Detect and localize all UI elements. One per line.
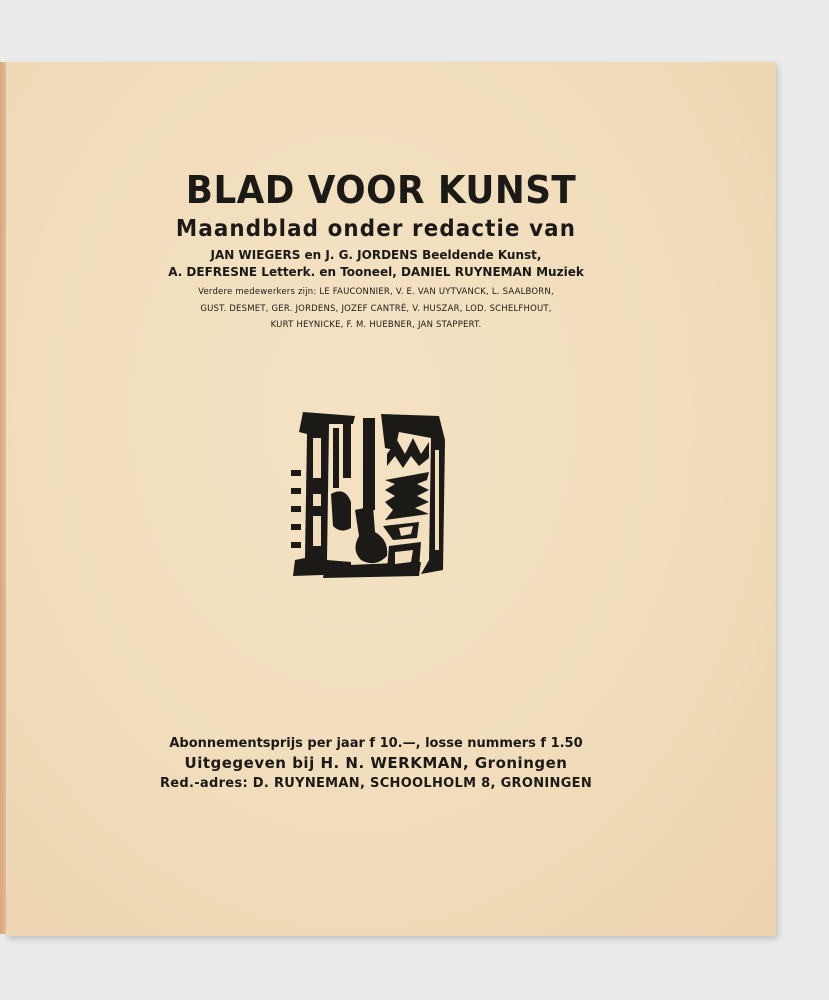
contributors-list [151,284,601,334]
contributors-line-1: Verdere medewerkers zijn: LE FAUCONNIER, V. E. VAN UYTVANCK, L. SAALBORN, [198,287,554,297]
editors-line-2 [116,265,636,279]
editor-name-1: A. DEFRESNE [168,265,258,279]
subscription-price: Abonnementsprijs per jaar f 10.—, losse nummers f 1.50 [169,736,583,751]
woodcut-illustration [289,410,449,580]
contributors-line-2: GUST. DESMET, GER. JORDENS, JOZEF CANTRÉ, V. HUSZAR, LOD. SCHELFHOUT, [200,303,552,314]
editor-name-2: DANIEL RUYNEMAN [400,265,532,279]
editorial-address: Red.-adres: D. RUYNEMAN, SCHOOLHOLM 8, GRONINGEN [159,776,593,791]
editors-names: JAN WIEGERS en J. G. JORDENS [210,248,418,262]
publisher-line: Uitgegeven bij H. N. WERKMAN, Groningen [184,754,568,772]
editors-line-1 [116,248,636,262]
editor-role-2: Muziek [536,265,584,279]
editor-role-1: Letterk. en Tooneel, [261,265,397,279]
editors-role: Beeldende Kunst, [422,248,542,262]
contributors-line-3: KURT HEYNICKE, F. M. HUEBNER, JAN STAPPERT. [270,320,482,330]
magazine-title: BLAD VOOR KUNST [185,168,577,212]
magazine-cover [6,62,776,936]
magazine-subtitle: Maandblad onder redactie van [175,216,577,242]
